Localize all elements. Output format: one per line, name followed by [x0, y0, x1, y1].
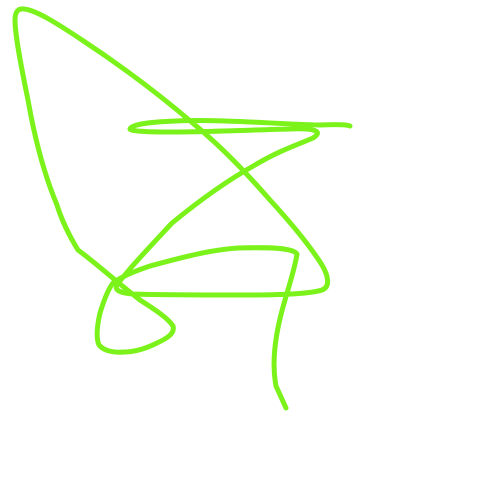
freehand-stroke: [15, 9, 350, 408]
